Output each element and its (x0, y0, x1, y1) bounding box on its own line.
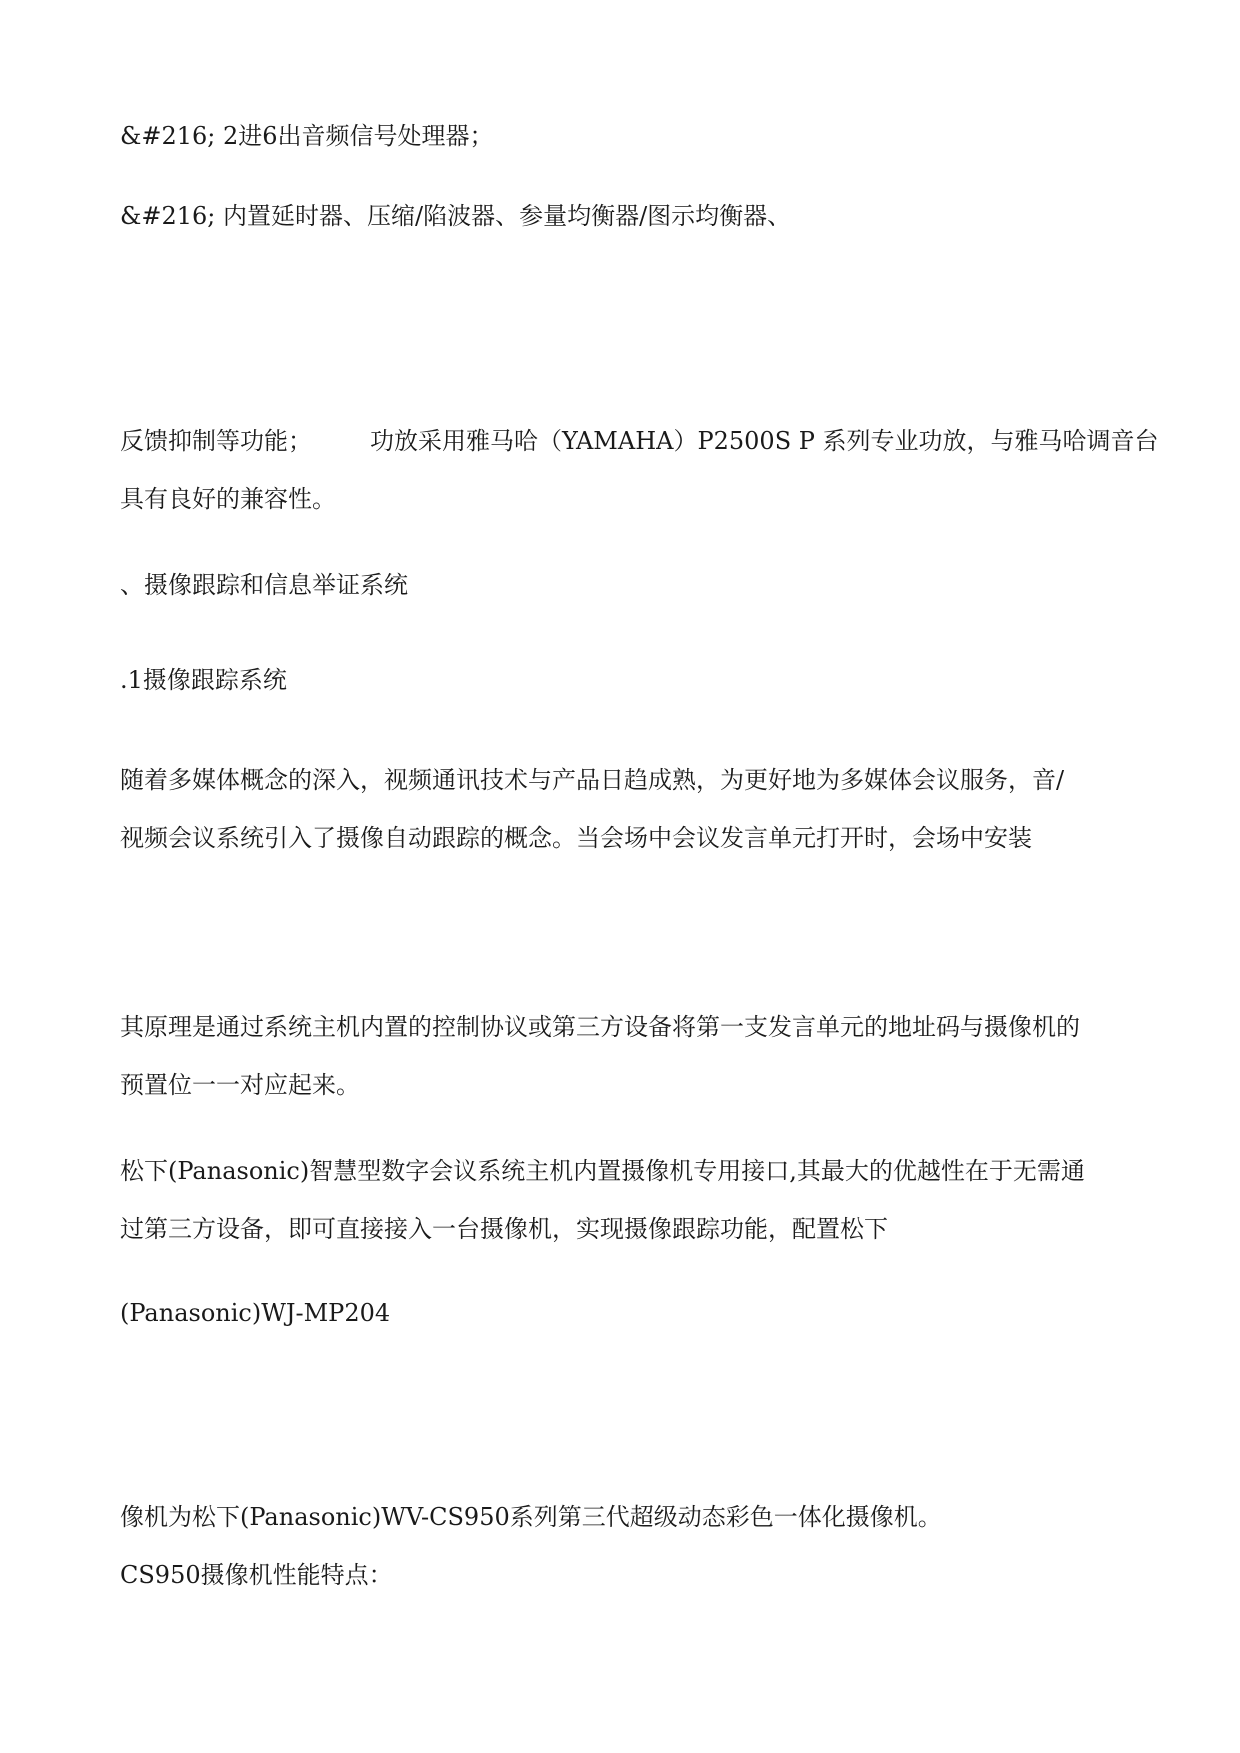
paragraph-text: 其原理是通过系统主机内置的控制协议或第三方设备将第一支发言单元的地址码与摄像机的 (120, 1013, 1080, 1041)
paragraph-text: 功放采用雅马哈（YAMAHA）P2500S P 系列专业功放，与雅马哈调音台 (370, 427, 1159, 455)
paragraph-text: &#216; 内置延时器、压缩/陷波器、参量均衡器/图示均衡器、 (120, 202, 792, 230)
heading-text: 、摄像跟踪和信息举证系统 (120, 571, 408, 599)
paragraph-panasonic-system (120, 1142, 1130, 1258)
paragraph-amplifier (120, 412, 1159, 528)
paragraph-text: 过第三方设备，即可直接接入一台摄像机，实现摄像跟踪功能，配置松下 (120, 1215, 888, 1243)
paragraph-text: 预置位一一对应起来。 (120, 1071, 360, 1099)
paragraph-text: 随着多媒体概念的深入，视频通讯技术与产品日趋成熟，为更好地为多媒体会议服务，音/ (120, 766, 1065, 794)
paragraph-audio-processor (120, 107, 1130, 165)
paragraph-text: 视频会议系统引入了摄像自动跟踪的概念。当会场中会议发言单元打开时，会场中安装 (120, 824, 1032, 852)
paragraph-text: 像机为松下(Panasonic)WV-CS950系列第三代超级动态彩色一体化摄像机。 (120, 1503, 942, 1531)
paragraph-text: (Panasonic)WJ-MP204 (120, 1299, 391, 1327)
paragraph-camera-features (120, 1488, 1130, 1604)
paragraph-builtin-effects (120, 187, 1130, 245)
heading-text: .1摄像跟踪系统 (120, 666, 287, 694)
paragraph-text: &#216; 2进6出音频信号处理器； (120, 122, 494, 150)
paragraph-text: 具有良好的兼容性。 (120, 485, 336, 513)
paragraph-text: 松下(Panasonic)智慧型数字会议系统主机内置摄像机专用接口,其最大的优越性在于无需通 (120, 1157, 1085, 1185)
paragraph-text: CS950摄像机性能特点： (120, 1561, 393, 1589)
subsection-heading-camera-tracking (120, 651, 1130, 709)
paragraph-text: 反馈抑制等功能； (120, 427, 312, 455)
paragraph-model-number (120, 1284, 1130, 1342)
paragraph-multimedia-intro (120, 751, 1130, 867)
section-heading-camera-tracking-system (120, 556, 1130, 614)
paragraph-principle (120, 998, 1130, 1114)
